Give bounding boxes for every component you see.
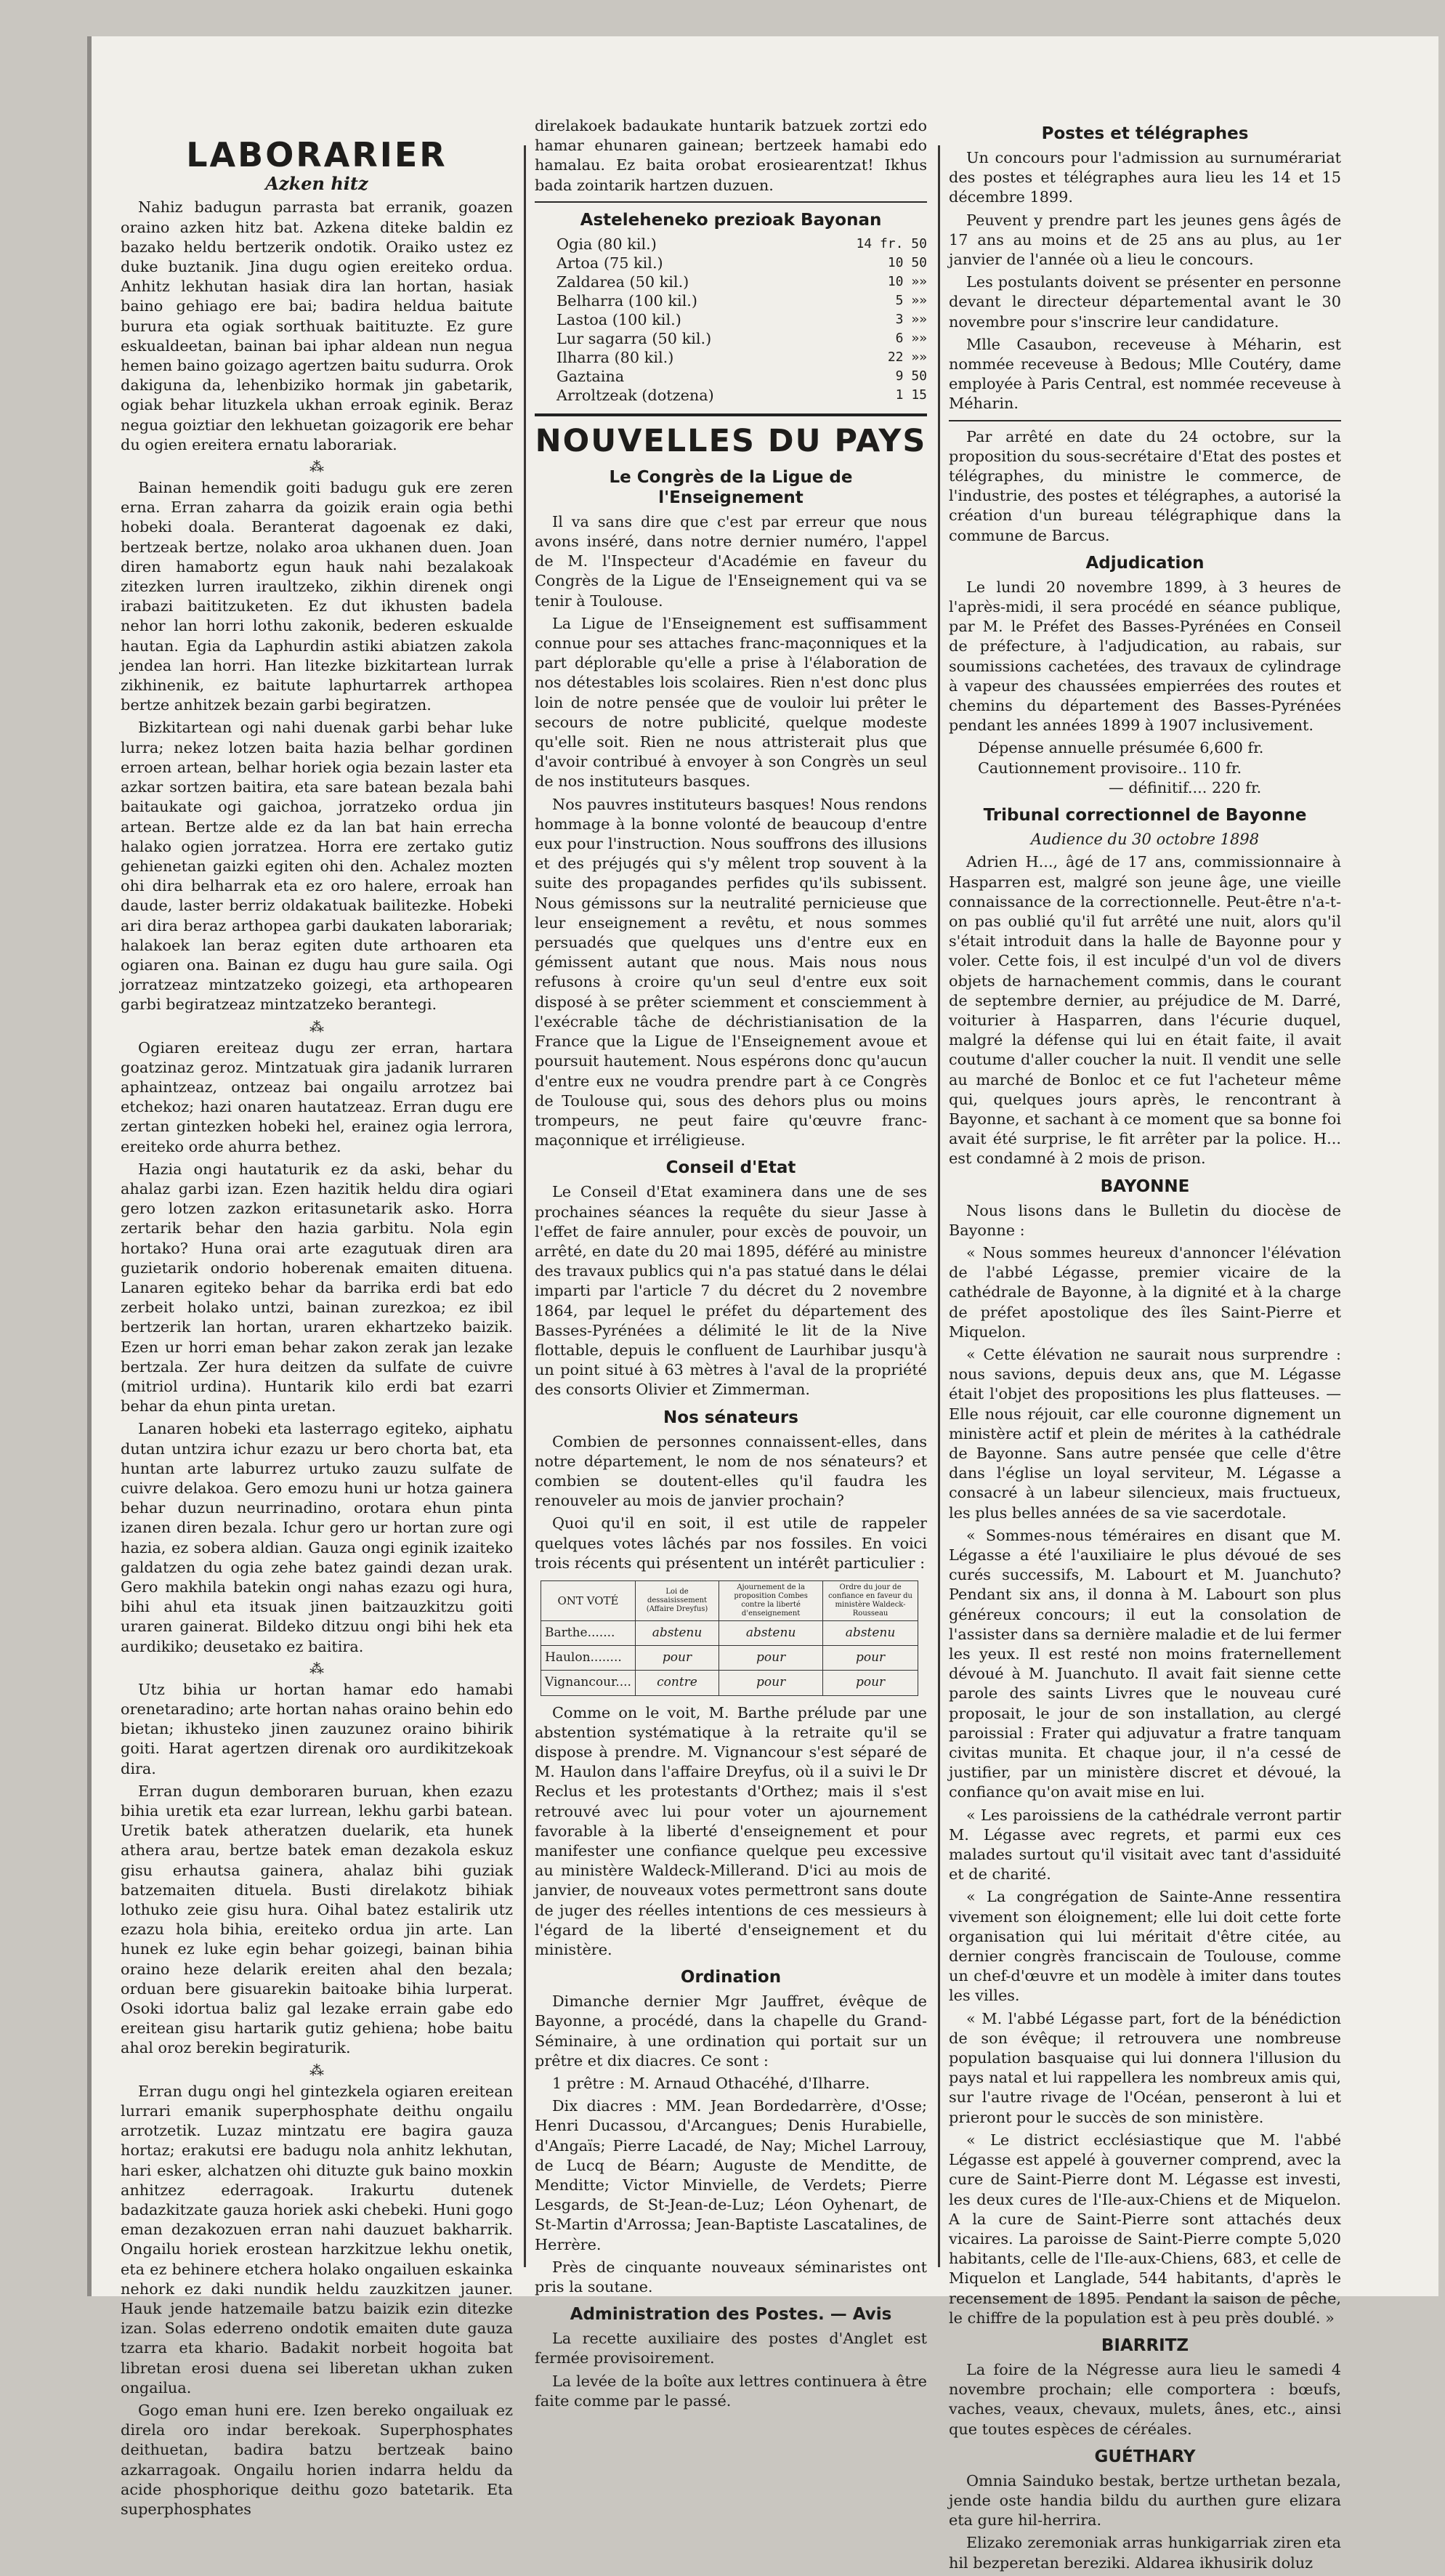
paragraph: La foire de la Négresse aura lieu le samedi 4 novembre prochain; elle comportera : bœufs, vaches, veaux, chevaux, mulets, ânes, etc., ainsi que toutes espèces de céréales.: [949, 2360, 1341, 2438]
price-value: 9 50: [895, 368, 927, 384]
paragraph: Lanaren hobeki eta lasterrago egiteko, aiphatu dutan untzira ichur ezazu ur bero chorta bat, eta huntan arte laburrez urtuko zauzu sulfate de cuivre delakoa. Gero emozu huni ur hotza gainera behar duzun neurrinadino, orotara ehun pinta izanen diren bezala. Ichur gero ur hortan zure ogi hazia, ez sobera aldian. Gauza ongi eginik izaiteko galdatzen du ogia zehe batez gaindi dezan urak. Gero makhila batekin ongi nahas ezazu ogi hura, bihi ahul eta itsuak jinen baitzauzkitzu goiti uraren gainerat. Bildeko ditzuu ongi bihi hek eta aurdikiko; deusetako ez baitira.: [121, 1420, 513, 1655]
paragraph: Le Conseil d'Etat examinera dans une de ses prochaines séances la requête du sieur Jasse à l'effet de faire annuler, pour excès de pouvoir, un arrêté, en date du 20 mai 1895, déféré au ministre des travaux publics qui n'a pas statué dans le délai imparti par l'article 7 du décret du 2 novembre 1864, par lequel le préfet du département des Basses-Pyrénées a délimité le lit de la Nive flottable, depuis le confluent de Laurhibar jusqu'à un point situé à 63 mètres à l'aval de la propriété des consorts Olivier et Zimmerman.: [535, 1183, 927, 1399]
paragraph: La recette auxiliaire des postes d'Anglet est fermée provisoirement.: [535, 2330, 927, 2367]
table-cell: pour: [719, 1646, 823, 1671]
paragraph: Adrien H..., âgé de 17 ans, commissionnaire à Hasparren est, malgré son jeune âge, une vieille connaissance de la correctionnelle. Peut-être n'a-t-on pas oublié qu'il fut arrêté une nuit, alors qu'il s'était introduit dans la halle de Bayonne pour y voler. Cette fois, il est inculpé d'un vol de divers objets de harnachement commis, dans le courant de septembre dernier, au préjudice de M. Darré, voiturier à Hasparren, dans l'écurie duquel, malgré la défense qui lui en était faite, il avait coutume d'aller coucher la nuit. Il vendit une selle au marché de Bonloc et ce fut l'acheteur même qui, quelques jours après, le rencontrant à Bayonne, et sachant à ce moment que sa bonne foi avait été surprise, le fit arrêter par la police. H... est condamné à 2 mois de prison.: [949, 853, 1341, 1168]
paragraph: Omnia Sainduko bestak, bertze urthetan bezala, jende oste handia bildu du aurthen gure elizara eta gure hil-herrira.: [949, 2471, 1341, 2529]
price-list: [535, 235, 927, 405]
price-row: [535, 310, 927, 329]
column-rule: [938, 145, 940, 2267]
paragraph: Peuvent y prendre part les jeunes gens âgés de 17 ans au moins et de 25 ans au plus, au 1er janvier de l'année où a lieu le concours.: [949, 211, 1341, 269]
paragraph: Hazia ongi hautaturik ez da aski, behar du ahalaz garbi izan. Ezen hazitik heldu dira ogiari gero lotzen zazkon eritasunetarik asko. Horra zertarik behar den hazia garbitu. Nola egin hortako? Huna orai arte ezagutuak diren ara guzietarik ondorio hoberenak emaiten dituena. Lanaren egiteko behar da barrika erdi bat edo zerbeit holako untzi, bainan zurezkoa; ez ibil bertzerik lan hortan, uraren ekhartzeko baizik. Ezen ur horri eman behar zakon zerak jan lezake bertzala. Zer hura deitzen da sulfate de cuivre (mitriol urdina). Huntarik kilo erdi bat ezarri behar da ehun pinta uretan.: [121, 1160, 513, 1416]
table-cell: Barthe.......: [541, 1620, 636, 1645]
table-cell: contre: [635, 1671, 719, 1695]
paragraph: Comme on le voit, M. Barthe prélude par une abstention systématique à la retraite qu'il se dispose à prendre. M. Vignancour s'est séparé de M. Haulon dans l'affaire Dreyfus, où il a suivi le Dr Reclus et les protestants d'Orthez; mais il s'est retrouvé avec lui pour voter un ajournement favorable à la liberté d'enseignement et pour manifester une confiance quelque peu excessive au ministère Waldeck-Millerand. D'ici au mois de janvier, de nouveaux votes permettront sans doute de juger des réelles intentions de ces messieurs à l'égard de la liberté d'enseignement et du ministère.: [535, 1703, 927, 1959]
paragraph: Mlle Casaubon, receveuse à Méharin, est nommée receveuse à Bedous; Mlle Coutéry, dame employée à Paris Central, est nommée receveuse à Méharin.: [949, 335, 1341, 413]
table-header: Loi de dessaisissement (Affaire Dreyfus): [635, 1580, 719, 1620]
asterism: ⁂: [309, 1659, 324, 1677]
table-cell: Haulon........: [541, 1646, 636, 1671]
price-value: 1 15: [895, 387, 927, 403]
price-row: [535, 348, 927, 367]
table-cell: abstenu: [635, 1620, 719, 1645]
paragraph: Bizkitartean ogi nahi duenak garbi behar luke lurra; nekez lotzen baita hazia belhar gordinen erroen artean, belhar horiek ogia bezain laster eta azkar sortzen baitira, eta sare batean bezala bahi baitaukate ogi gaichoa, jorratzeko ordua jin artean. Bertze alde ez da lan bat hain errecha halako ogien jorratzea. Horra ere zertako gutiz gehienetan gaizki egiten ohi den. Achalez mozten ohi dira belharrak eta ez oro halere, erroak han daude, laster berriz oldakatuak bailitezke. Hobeki ari dira beraz arthopea garbi daukaten laborariak; halakoek lan beraz egiten dute arthoaren eta ogiaren ona. Bainan ez dugu hau gure saila. Ogi jorratzeaz mintzatzeko goizegi, eta arthopearen garbi begiratzeaz mintzatzeko berantegi.: [121, 719, 513, 1014]
table-cell: Vignancour....: [541, 1671, 636, 1695]
article-heading: Le Congrès de la Ligue de l'Enseignement: [609, 467, 853, 507]
table-cell: pour: [635, 1646, 719, 1671]
price-row: [535, 367, 927, 386]
vote-table: [541, 1580, 918, 1696]
article-heading: Conseil d'Etat: [665, 1158, 796, 1178]
price-item: Lur sagarra (50 kil.): [556, 329, 712, 347]
paragraph: « Sommes-nous téméraires en disant que M. Légasse a été l'auxiliaire le plus dévoué de ses curés successifs, M. Labourt et M. Juanchuto? Pendant six ans, il donna à M. Labourt son plus généreux concours; il eut la consolation de l'assister dans sa dernière maladie et de lui fermer les yeux. Il est resté non moins fraternellement dévoué à M. Juanchuto. Il avait fait sienne cette parole des saints Livres que le nouveau curé proposait, le jour de son installation, au clergé paroissial : Frater qui adjuvatur a fratre tanquam civitas munita. Et chaque jour, il n'a cessé de justifier, par un ministère discret et dévoué, la confiance qu'on avait mise en lui.: [949, 1526, 1341, 1801]
paragraph: Ogiaren ereiteaz dugu zer erran, hartara goatzinaz geroz. Mintzatuak gira jadanik lurraren aphaintzeaz, ontzeaz bai ongailu arrotzez bai etchekoz; hazi onaren hautatzeaz. Erran dugu ere zertan gintezken hobeki hel, erainez ogia lerrora, ereiteko orde ahurra bethez.: [121, 1038, 513, 1155]
paragraph: Bainan hemendik goiti badugu guk ere zeren erna. Erran zaharra da goizik erain ogia bethi hobeki doala. Beranterat dagoenak ez daki, bertzeak bertze, nolako aroa ukhanen duen. Joan diren hamabortz egun hauk nahi bezalakoak zitezken lurren iraultzeko, zikhin direnek ongi irabazi baititzuketen. Ez dut ikhusten badela nehor lan horri lothu zakonik, bederen eskualde hautan. Egia da Laphurdin astiki abiatzen zakola jendea lan horri. Han litezke bizkitartean lurrak zikhinenik, ez baitute laphurtarrek arthopea bertze anhitzek bezain garbi begiratzen.: [121, 479, 513, 714]
table-row: [541, 1646, 918, 1671]
cost-line: Cautionnement provisoire.. 110 fr.: [978, 759, 1242, 777]
price-value: 14 fr. 50: [856, 235, 927, 251]
paragraph: Un concours pour l'admission au surnumérariat des postes et télégraphes aura lieu les 14 et 15 décembre 1899.: [949, 149, 1341, 206]
table-row: [541, 1671, 918, 1695]
paragraph: Par arrêté en date du 24 octobre, sur la proposition du sous-secrétaire d'Etat des postes et télégraphes, du ministre le commerce, de l'industrie, des postes et télégraphes, a autorisé la création d'un bureau télégraphique dans la commune de Barcus.: [949, 427, 1341, 544]
price-value: 3 »»: [895, 311, 927, 327]
article-subtitle: Azken hitz: [265, 173, 368, 195]
cost-line: Dépense annuelle présumée 6,600 fr.: [978, 739, 1264, 757]
table-cell: pour: [823, 1671, 918, 1695]
price-item: Lastoa (100 kil.): [556, 310, 681, 328]
price-item: Gaztaina: [556, 367, 625, 385]
article-heading: Administration des Postes. — Avis: [570, 2305, 892, 2325]
price-row: [535, 272, 927, 291]
table-header: Ajournement de la proposition Combes contre la liberté d'enseignement: [719, 1580, 823, 1620]
paragraph: « Nous sommes heureux d'annoncer l'élévation de l'abbé Légasse, premier vicaire de la cathédrale de Bayonne, à la dignité et à la charge de préfet apostolique des îles Saint-Pierre et Miquelon.: [949, 1243, 1341, 1341]
price-item: Ilharra (80 kil.): [556, 348, 674, 366]
article-heading: Postes et télégraphes: [1041, 124, 1249, 143]
table-header: Ordre du jour de confiance en faveur du ministère Waldeck-Rousseau: [823, 1580, 918, 1620]
paragraph: Nos pauvres instituteurs basques! Nous rendons hommage à la bonne volonté de beaucoup d'entre eux pour l'instruction. Nous souffrons des illusions et des préjugés qui s'y mêlent trop souvent à la suite des propagandes perfides qu'ils subissent. Nous gémissons sur la neutralité pernicieuse que leur enseignement a revêtu, et nous sommes persuadés que quelques uns d'entre eux en gémissent autant que nous. Mais nous nous refusons à croire qu'un seul d'entre eux soit disposé à se prêter sciemment et consciemment à l'exécrable tâche de déchristianisation de la France que la Ligue de l'Enseignement avoue et poursuit hautement. Nous espérons donc qu'aucun d'entre eux ne voudra prendre part à ce Congrès de Toulouse qui, sous des dehors plus ou moins trompeurs, ne peut faire qu'œuvre franc-maçonnique et irréligieuse.: [535, 795, 927, 1150]
price-value: 10 50: [887, 254, 927, 270]
divider: [535, 201, 927, 203]
masthead-laborarier: LABORARIER: [186, 135, 448, 174]
table-row: [541, 1620, 918, 1645]
price-item: Arroltzeak (dotzena): [556, 386, 714, 404]
asterism: ⁂: [309, 1017, 324, 1035]
table-cell: pour: [823, 1646, 918, 1671]
paragraph: « Les paroissiens de la cathédrale verront partir M. Légasse avec regrets, et parmi eux ces malades surtout qu'il visitait avec tant d'assiduité et de charité.: [949, 1806, 1341, 1883]
paragraph: Le lundi 20 novembre 1899, à 3 heures de l'après-midi, il sera procédé en séance publique, par M. le Préfet des Basses-Pyrénées en Conseil de préfecture, à l'adjudication, au rabais, sur soumissions cachetées, des travaux de cylindrage à vapeur des chaussées empierrées des routes et chemins du département des Basses-Pyrénées pendant les années 1899 à 1907 inclusivement.: [949, 578, 1341, 735]
paragraph: Dimanche dernier Mgr Jauffret, évêque de Bayonne, a procédé, dans la chapelle du Grand-Séminaire, à une ordination qui portait sur un prêtre et dix diacres. Ce sont :: [535, 1992, 927, 2070]
paragraph: « La congrégation de Sainte-Anne ressentira vivement son éloignement; elle lui doit cette forte organisation qui lui méritait d'être citée, au dernier congrès franciscain de Toulouse, comme un chef-d'œuvre et un modèle à imiter dans toutes les villes.: [949, 1888, 1341, 2005]
paragraph: Erran dugu ongi hel gintezkela ogiaren ereitean lurrari emanik superphosphate deithu ongailu arrotzetik. Luzaz mintzatu ere bagira gauza hortaz; erakutsi ere badugu nola anhitz lekhutan, hari esker, alchatzen ohi dituzte guk baino moxkin anhitzez ederragoak. Irakurtu dutenek badazkitzate gauza horiek aski chebeki. Huni gogo eman dezakozuen erran nahi dauzuet bakharrik. Ongailu horiek erostean harzkitzue lekhu onetik, eta ez behinere etchera holako ongailuen eskainka nehork ez daki nundik heldu zauzkitzen jauner. Hauk jende hatzemaile batzu baizik ezin ditezke izan. Solas ederreno ondotik emaiten dute gauza tzarra eta khario. Badakit norbeit hogoita bat libretan erosi duena sei liberetan ukhan zuken ongailua.: [121, 2082, 513, 2397]
paragraph: Gogo eman huni ere. Izen bereko ongailuak ez direla oro indar berekoak. Superphosphates deithuetan, badira batzu bertzeak baino azkarragoak. Ongailu horien indarra heldu da acide phosphorique deithu gozo batetarik. Eta superphosphates: [121, 2401, 513, 2518]
paragraph: « Cette élévation ne saurait nous surprendre : nous savions, depuis deux ans, que M. Légasse était l'objet des propositions les plus flatteuses. — Elle nous réjouit, car elle couronne dignement un ministère actif et plein de mérites à la cathédrale de Bayonne. Sans autre pensée que celle d'être dans l'église un loyal serviteur, M. Légasse a consacré à un labeur silencieux, mais fructueux, les plus belles années de sa vie sacerdotale.: [949, 1345, 1341, 1522]
price-row: [535, 329, 927, 348]
article-heading: Tribunal correctionnel de Bayonne: [983, 806, 1307, 825]
article-heading: Nos sénateurs: [663, 1408, 798, 1427]
audience-date: Audience du 30 octobre 1898: [1030, 831, 1260, 849]
price-value: 5 »»: [895, 292, 927, 308]
price-item: Ogia (80 kil.): [556, 235, 657, 253]
paragraph: Il va sans dire que c'est par erreur que nous avons inséré, dans notre dernier numéro, l'appel de M. l'Inspecteur d'Académie en faveur du Congrès de la Ligue de l'Enseignement qui va se tenir à Toulouse.: [535, 512, 927, 610]
column-2: [535, 116, 927, 2414]
paragraph: Dix diacres : MM. Jean Bordedarrère, d'Osse; Henri Ducassou, d'Arcangues; Denis Hurabielle, d'Angaïs; Pierre Lacadé, de Nay; Michel Larrouy, de Lucq de Béarn; Auguste de Menditte, de Menditte; Victor Minvielle, de Verdets; Pierre Lesgards, de St-Jean-de-Luz; Léon Oyhenart, de St-Martin d'Arrossa; Jean-Baptiste Lascatalines, de Herrère.: [535, 2097, 927, 2253]
town-heading: BIARRITZ: [1101, 2335, 1189, 2355]
paragraph: Près de cinquante nouveaux séminaristes ont pris la soutane.: [535, 2258, 927, 2296]
table-cell: abstenu: [823, 1620, 918, 1645]
table-cell: pour: [719, 1671, 823, 1695]
asterism: ⁂: [309, 2061, 324, 2079]
price-item: Zaldarea (50 kil.): [556, 272, 689, 291]
price-value: 10 »»: [887, 273, 927, 289]
paragraph: Utz bihia ur hortan hamar edo hamabi orenetaradino; arte hortan nahas oraino behin edo bietan; ikhusteko jinen zauzunez oraino bihirik goiti. Harat agertzen direnak oro aurdikitzekoak dira.: [121, 1680, 513, 1777]
section-heading-nouvelles: NOUVELLES DU PAYS: [535, 413, 927, 460]
table-header-row: [541, 1580, 918, 1620]
paragraph: Nous lisons dans le Bulletin du diocèse de Bayonne :: [949, 1201, 1341, 1239]
price-row: [535, 291, 927, 310]
paragraph: « Le district ecclésiastique que M. l'abbé Légasse est appelé à gouverner comprend, avec la cure de Saint-Pierre dont M. Légasse est investi, les deux cures de l'Ile-aux-Chiens et de Miquelon. A la cure de Saint-Pierre sont attachés deux vicaires. La paroisse de Saint-Pierre compte 5,020 habitants, celle de l'Ile-aux-Chiens, 683, et celle de Miquelon et Langlade, 544 habitants, d'après le recensement de 1895. Pendant la saison de pêche, le chiffre de la population est à peu près doublé. »: [949, 2131, 1341, 2327]
paragraph: Combien de personnes connaissent-elles, dans notre département, le nom de nos sénateurs? et combien se doutent-elles qu'il faudra les renouveler au mois de janvier prochain?: [535, 1432, 927, 1510]
price-value: 22 »»: [887, 349, 927, 365]
price-row: [535, 235, 927, 254]
divider: [949, 420, 1341, 421]
cost-line: — définitif.... 220 fr.: [1109, 778, 1262, 796]
paragraph: Nahiz badugun parrasta bat erranik, goazen oraino azken hitz bat. Azkena diteke baldin ez bazako heldu bertzerik ondotik. Oraiko ustez ez duke buztanik. Jina dugu ogien ereiteko ordua. Anhitz lekhutan hasiak dira lan hortan, hasiak baino gehiago ere bai; badira heldua baitute burura eta ogiak sorthuak baitituzte. Ez gure eskualdeetan, bainan bai iphar aldean nun negua hemen baino goizago agertzen baitu sudurra. Orok dakiguna da, lehenbiziko hormak jin gabetarik, ogiak behar lituzkela ukhan erroak eginik. Beraz negua goiztiar den lekhuetan goizagorik ere behar du ogien ereitera ernatu laborariak.: [121, 198, 513, 453]
paragraph: 1 prêtre : M. Arnaud Othacéhé, d'Ilharre.: [552, 2075, 870, 2093]
paragraph: Erran dugun demboraren buruan, khen ezazu bihia uretik eta ezar lurrean, lekhu garbi batean. Uretik batek atheratzen duelarik, eta hunek athera arau, bertze batek eman dezakola eskuz gisu erhautsa gainera, ahalaz bihi guziak batzemaiten dituela. Busti direlakotz bihiak lothuko zeie gisu hura. Oihal batez estalirik utz ezazu hola bihia, ereiteko ordua jin arte. Lan hunek ez luke egin behar goizegi, bainan bihia oraino heze delarik ereiten ahal den bezala; orduan bere gisuarekin baitoake bihia lurperat. Osoki idortua baliz gal lezake errain gabe edo ereitean gisu hartarik gutiz gehiena; hobe baitu ahal oroz berekin begiraturik.: [121, 1782, 513, 2057]
paragraph: La levée de la boîte aux lettres continuera à être faite comme par le passé.: [535, 2372, 927, 2410]
asterism: ⁂: [309, 458, 324, 476]
table-header: ONT VOTÉ: [541, 1580, 636, 1620]
paragraph: « M. l'abbé Légasse part, fort de la bénédiction de son évêque; il retrouvera une nombreuse population basquaise qui lui donnera l'illusion du pays natal et lui rappellera les nombreux amis qui, sur l'autre rivage de l'Océan, penseront à lui et prieront pour le succès de son ministère.: [949, 2009, 1341, 2126]
column-3: [949, 116, 1341, 2576]
column-rule: [524, 145, 526, 2267]
paragraph: direlakoek badaukate huntarik batzuek zortzi edo hamar ehunaren gainean; bertzeek hamabi edo hamalau. Ez baita orobat erosiearentzat! Ikhus bada zointarik hartzen duzuen.: [535, 117, 927, 194]
price-list-title: Asteleheneko prezioak Bayonan: [580, 210, 882, 230]
paragraph: Elizako zeremoniak arras hunkigarriak ziren eta hil bezperetan bereziki. Aldarea ikhusirik doluz: [949, 2534, 1341, 2572]
article-heading: Ordination: [680, 1968, 782, 1987]
town-heading: BAYONNE: [1100, 1176, 1190, 1196]
paragraph: Les postulants doivent se présenter en personne devant le directeur départemental avant le 30 novembre pour s'inscrire leur candidature.: [949, 273, 1341, 331]
paragraph: La Ligue de l'Enseignement est suffisamment connue pour ses attaches franc-maçonniques et la part déplorable qu'elle a prise à l'élaboration de nos détestables lois scolaires. Rien n'est donc plus loin de notre pensée que de vouloir lui prêter le secours de notre publicité, quelque modeste qu'elle soit. Rien ne nous attristerait plus que d'avoir contribué à envoyer à son Congrès un seul de nos instituteurs basques.: [535, 614, 927, 791]
paragraph: Quoi qu'il en soit, il est utile de rappeler quelques votes lâchés par nos fossiles. En voici trois récents qui présentent un intérêt particulier :: [535, 1514, 927, 1572]
price-item: Belharra (100 kil.): [556, 291, 697, 310]
article-heading: Adjudication: [1085, 553, 1205, 573]
price-item: Artoa (75 kil.): [556, 254, 663, 272]
table-cell: abstenu: [719, 1620, 823, 1645]
newspaper-page: [87, 36, 1438, 2572]
price-value: 6 »»: [895, 330, 927, 346]
price-row: [535, 386, 927, 405]
price-row: [535, 254, 927, 272]
town-heading: GUÉTHARY: [1094, 2447, 1196, 2466]
column-1: [121, 116, 513, 2522]
